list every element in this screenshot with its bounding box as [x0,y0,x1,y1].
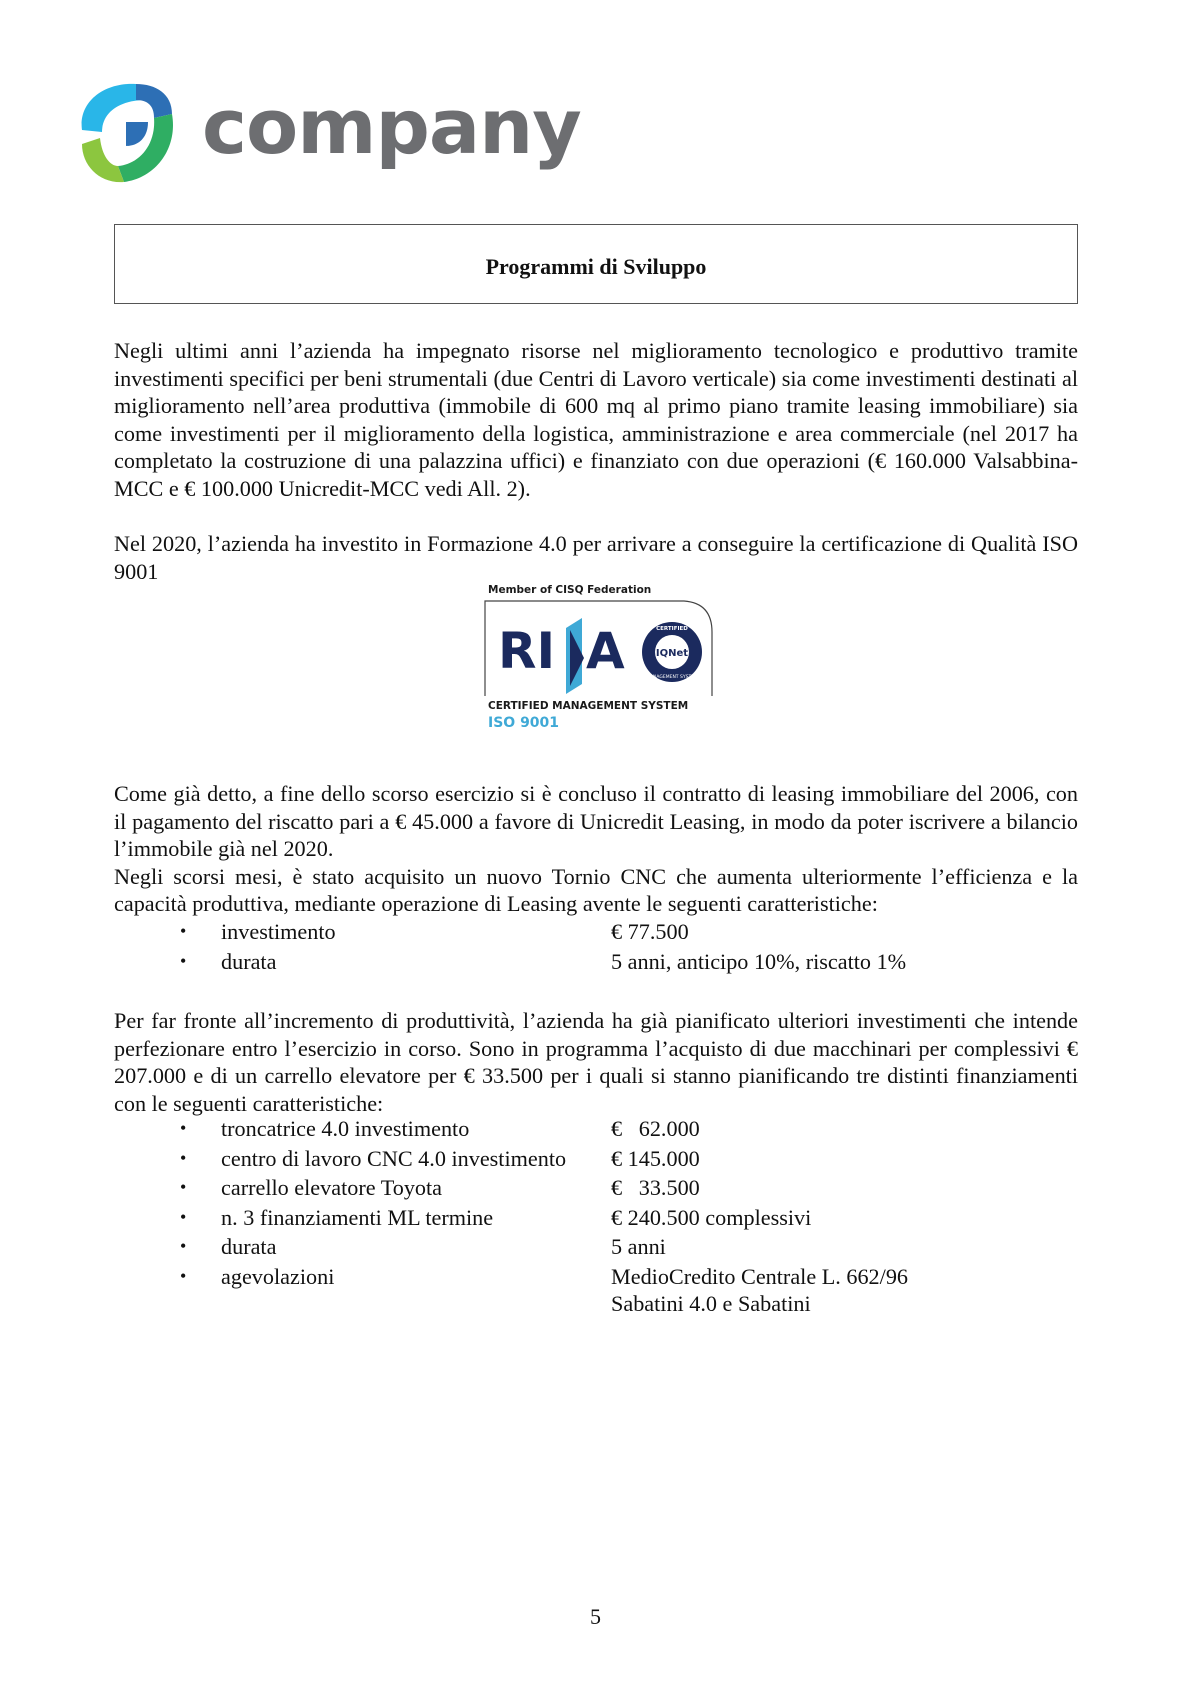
cert-system-text: CERTIFIED MANAGEMENT SYSTEM [488,700,689,712]
list-item-value: € 33.500 [611,1175,700,1200]
paragraph-leasing-closure: Come già detto, a fine dello scorso esercizio si è concluso il contratto di leasing immobiliare del 2006, con il pagamento del riscatto pari a € 45.000 a favore di Unicredit Leasing, in modo da poter iscrivere a bilancio l’immobile già nel 2020. [114,781,1078,862]
bullet-icon: • [180,950,187,971]
section-title-box [114,224,1078,304]
list-item [180,1173,1080,1203]
list-item [180,1262,1080,1316]
bullet-icon: • [180,1236,187,1256]
paragraph-investments: Negli ultimi anni l’azienda ha impegnato risorse nel miglioramento tecnologico e produttivo tramite investimenti specifici per beni strumentali (due Centri di Lavoro verticale) sia come investimenti destinati al miglioramento nell’area produttiva (immobile di 600 mq al primo piano tramite leasing immobiliare) sia come investimenti per il miglioramento della logistica, amministrazione e area commerciale (nel 2017 ha completato la costruzione di una palazzina uffici) e finanziato con due operazioni (€ 160.000 Valsabbina-MCC e € 100.000 Unicredit-MCC vedi All. 2). [114,338,1078,501]
svg-text:IQNet: IQNet [655,648,689,659]
bullet-icon: • [180,1177,187,1197]
paragraph-planned-investments: Per far fronte all’incremento di produttività, l’azienda ha già pianificato ulteriori investimenti che intende perfezionare entro l’esercizio in corso. Sono in programma l’acquisto di due macchinari per complessivi € 207.000 e di un carrello elevatore per € 33.500 per i quali si stanno pianificando tre distinti finanziamenti con le seguenti caratteristiche: [114,1008,1078,1116]
bullet-icon: • [180,1206,187,1227]
section-title: Programmi di Sviluppo [485,254,707,279]
list-item-label: durata [221,1234,277,1259]
rina-badge-icon [484,600,713,698]
list-item-value: 5 anni, anticipo 10%, riscatto 1% [611,948,907,974]
list-item-value: € 77.500 [611,919,689,944]
paragraph-leasing [114,780,1078,918]
list-item-value-continued: Sabatini 4.0 e Sabatini [611,1291,811,1316]
svg-text:CERTIFIED: CERTIFIED [656,626,688,632]
bullet-icon: • [180,1147,187,1168]
company-wordmark: company [202,82,581,171]
list-item [180,947,1080,977]
list-item-label: carrello elevatore Toyota [221,1175,443,1200]
paragraph-lathe-acquisition: Negli scorsi mesi, è stato acquisito un nuovo Tornio CNC che aumenta ulteriormente l’efficienza e la capacità produttiva, mediante operazione di Leasing avente le seguenti caratteristiche: [114,863,1078,917]
cert-iso-standard: ISO 9001 [488,715,560,731]
svg-text:A: A [586,622,625,680]
list-item-label: agevolazioni [221,1263,335,1289]
list-item-label: durata [221,948,277,974]
list-item-label: n. 3 finanziamenti ML termine [221,1204,494,1230]
list-item [180,1144,1080,1174]
list-item [180,1114,1080,1144]
svg-text:MANAGEMENT SYSTEM: MANAGEMENT SYSTEM [646,675,698,680]
paragraph-training: Nel 2020, l’azienda ha investito in Formazione 4.0 per arrivare a conseguire la certificazione di Qualità ISO 9001 [114,531,1078,584]
list-item-label: investimento [221,919,336,944]
list-item-value: 5 anni [611,1234,666,1259]
company-swirl-logo-icon [74,78,194,188]
list-item-label: centro di lavoro CNC 4.0 investimento [221,1145,567,1171]
company-logo [74,78,581,188]
list-item-value: € 240.500 complessivi [611,1204,812,1230]
list-item-value: € 145.000 [611,1145,700,1171]
list-item-value: € 62.000 [611,1116,700,1141]
list-item-label: troncatrice 4.0 investimento [221,1116,470,1141]
cert-member-text: Member of CISQ Federation [488,584,652,596]
rina-certificate-logo [484,584,714,732]
list-item [180,917,1080,947]
bullet-icon: • [180,921,187,941]
bullet-icon: • [180,1118,187,1138]
list-item [180,1232,1080,1262]
planned-financing-list [180,1114,1080,1316]
svg-text:RI: RI [498,622,556,680]
list-item [180,1203,1080,1233]
lathe-leasing-list [180,917,1080,976]
bullet-icon: • [180,1265,187,1286]
page-number: 5 [590,1604,601,1629]
list-item-value: MedioCredito Centrale L. 662/96 [611,1263,909,1289]
